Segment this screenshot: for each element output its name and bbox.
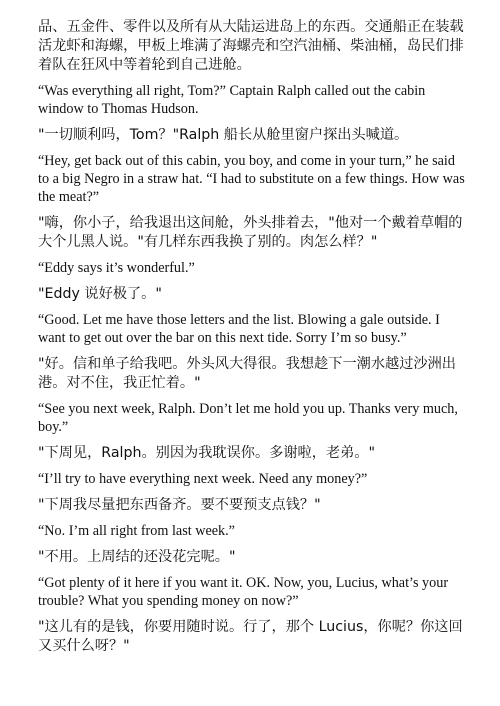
paragraph-zh: "不用。上周结的还没花完呢。" <box>38 549 236 565</box>
paragraph-zh: "下周我尽量把东西备齐。要不要预支点钱？" <box>38 497 321 513</box>
paragraph-zh: "这儿有的是钱，你要用随时说。行了，那个 Lucius，你呢？你这回又买什么呀？" <box>38 619 463 654</box>
paragraph-en: “No. I’m all right from last week.” <box>38 523 235 539</box>
document-page <box>38 18 466 663</box>
paragraph-en: “See you next week, Ralph. Don’t let me hold you up. Thanks very much, boy.” <box>38 401 458 435</box>
paragraph-en: “I’ll try to have everything next week. Need any money?” <box>38 471 368 487</box>
paragraph-en: “Good. Let me have those letters and the list. Blowing a gale outside. I want to get out over the bar on this next tide. Sorry I’m so busy.” <box>38 312 440 346</box>
paragraph-zh: "嗨，你小子，给我退出这间舱，外头排着去，"他对一个戴着草帽的大个儿黑人说。"有几样东西我换了别的。肉怎么样？" <box>38 215 463 250</box>
paragraph-zh: "下周见，Ralph。别因为我耽误你。多谢啦，老弟。" <box>38 445 375 461</box>
paragraph-zh: "Eddy 说好极了。" <box>38 286 162 302</box>
paragraph-zh: 品、五金件、零件以及所有从大陆运进岛上的东西。交通船正在装载活龙虾和海螺，甲板上堆满了海螺壳和空汽油桶、柴油桶，岛民们排着队在狂风中等着轮到自己进舱。 <box>38 19 464 73</box>
paragraph-en: “Was everything all right, Tom?” Captain Ralph called out the cabin window to Thomas Hudson. <box>38 83 426 117</box>
paragraph-zh: "好。信和单子给我吧。外头风大得很。我想趁下一潮水越过沙洲出港。对不住，我正忙着。" <box>38 356 456 391</box>
paragraph-en: “Eddy says it’s wonderful.” <box>38 260 195 276</box>
paragraph-en: “Hey, get back out of this cabin, you boy, and come in your turn,” he said to a big Negro in a straw hat. “I had to substitute on a few things. How was the meat?” <box>38 153 465 205</box>
paragraph-zh: "一切顺利吗，Tom？"Ralph 船长从舱里窗户探出头喊道。 <box>38 127 409 143</box>
paragraph-en: “Got plenty of it here if you want it. OK. Now, you, Lucius, what’s your trouble? What you spending money on now?” <box>38 575 449 609</box>
